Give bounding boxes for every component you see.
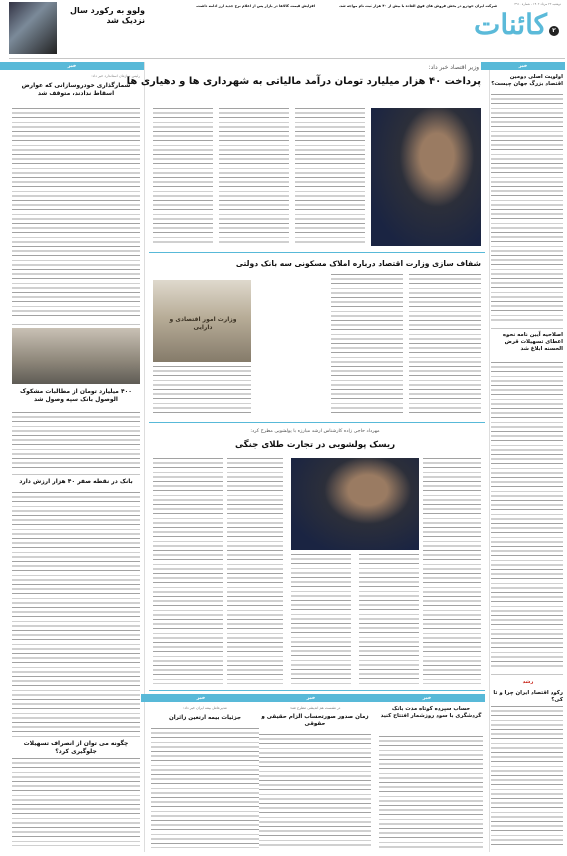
- story-3: [149, 426, 485, 688]
- masthead-divider: [9, 58, 565, 59]
- sidebar-left-text-3: [12, 492, 140, 732]
- story-3-text-e: [227, 458, 283, 684]
- page-number-badge: ۲: [549, 26, 559, 36]
- sidebar-left-title-3: بانک در نقطه صفر ۴۰ هزار ارزش دارد: [19, 478, 133, 485]
- bottom-story-3: [377, 694, 485, 852]
- bottom-story-1-kicker: مدیرعامل بیمه ایران خبر داد:: [183, 706, 227, 710]
- story-3-text-d: [291, 554, 351, 684]
- right-column-divider-1: [491, 328, 563, 329]
- story-3-title: ریسک پولشویی در تجارت طلای جنگی: [234, 440, 396, 450]
- sidebar-left-title-2: ۴۰۰ میلیارد تومان از مطالبات مشکوک الوصول بانک سپه وصول شد: [20, 388, 132, 403]
- sidebar-left-photo: [12, 328, 140, 384]
- story-3-text-a: [423, 458, 481, 684]
- main-story-text-b: [219, 108, 289, 246]
- main-story-divider: [149, 252, 485, 253]
- main-story-text-a: [295, 108, 365, 246]
- sidebar-left-divider-1: [12, 324, 140, 325]
- sidebar-left-kicker: رئیس سازمان استاندارد خبر داد:: [91, 74, 140, 78]
- story-2: [149, 256, 485, 418]
- story-2-sign: وزارت امور اقتصادی و دارایی: [169, 316, 237, 331]
- story-3-text-c: [359, 554, 419, 684]
- story-2-title: شفاف سازی وزارت اقتصاد درباره املاک مسکونی سه بانک دولتی: [235, 259, 481, 268]
- story-3-photo: [291, 458, 419, 550]
- sidebar-left-text-4: [12, 758, 140, 846]
- bottom-story-1: [149, 694, 261, 852]
- right-column-header: خبر: [481, 62, 565, 70]
- story-2-text-a: [409, 274, 481, 414]
- top-brief-2-text: افزایش قیمت کالاها در بازار پس از اعلام نرخ جدید ارز ادامه داشت.: [195, 4, 315, 8]
- bottom-story-1-title: جزئیات بیمه ارتعین زائران: [168, 715, 242, 721]
- right-column-text-2: [491, 362, 563, 670]
- story-3-text-b: [153, 458, 223, 684]
- sidebar-left-header: خبر: [0, 62, 144, 70]
- top-brief-1-text: شرکت ایران خودرو در بخش فروش های فوق العاده با بیش از ۴۰ هزار ثبت نام مواجه شد.: [338, 4, 497, 8]
- masthead: [7, 0, 567, 58]
- right-column-title-1: اولویت اصلی دومین اقتصاد بزرگ جهان چیست؟: [491, 74, 563, 87]
- story-3-divider: [149, 690, 485, 691]
- volvo-teaser: [9, 2, 145, 54]
- sidebar-left-divider-3: [12, 736, 140, 737]
- bottom-story-2-title: زمان صدور صورتحساب الزام حقیقی و حقوقی: [261, 714, 369, 727]
- volvo-photo: [9, 2, 57, 54]
- story-2-divider: [149, 422, 485, 423]
- bottom-story-2-kicker: در نشست هم اندیشی مطرح شد:: [289, 706, 341, 710]
- main-story: [126, 62, 485, 248]
- bottom-story-2-header: خبر: [249, 694, 373, 702]
- masthead-date: دوشنبه ۲۲ مرداد ۱۴۰۲ - شماره ۴۹۱۰: [514, 2, 561, 6]
- top-brief-2: [147, 4, 315, 50]
- bottom-story-1-header: خبر: [141, 694, 261, 702]
- bottom-story-3-header: خبر: [369, 694, 485, 702]
- main-story-kicker: وزیر اقتصاد خبر داد:: [428, 64, 479, 71]
- top-brief-1: [327, 4, 497, 50]
- story-2-text-b: [331, 274, 403, 414]
- right-column-divider-2: [491, 674, 563, 675]
- bottom-story-2: [257, 694, 373, 852]
- story-2-text-c: [153, 366, 251, 414]
- bottom-story-2-text: [259, 734, 371, 848]
- logo: [474, 2, 563, 52]
- sidebar-left-text-2: [12, 412, 140, 470]
- main-story-text-c: [153, 108, 213, 246]
- volvo-title: ولوو به رکورد سال نزدیک شد: [70, 6, 145, 25]
- bottom-story-3-text: [379, 736, 483, 848]
- main-story-title: پرداخت ۴۰ هزار میلیارد تومان درآمد مالیاتی به شهرداری ها و دهیاری ها: [126, 76, 481, 87]
- sidebar-left: [9, 62, 145, 852]
- right-column-text-3: [491, 706, 563, 846]
- right-column-title-2: اصلاحیه آیین نامه نحوه اعطای تسهیلات قرض الحسنه ابلاغ شد: [502, 332, 563, 352]
- story-3-kicker: مهرداد حاجی زاده کارشناس ارشد مبارزه با پولشویی مطرح کرد:: [250, 429, 380, 434]
- right-column: [489, 62, 565, 852]
- main-story-photo: [371, 108, 481, 246]
- right-column-text-1: [491, 94, 563, 324]
- logo-text: کائنات: [474, 8, 547, 41]
- sidebar-left-text-1: [12, 108, 140, 318]
- bottom-story-3-title: حساب سپرده کوتاه مدت بانک گردشگری با سود روزشمار افتتاح کنید: [380, 706, 482, 719]
- right-column-highlight: رشد: [522, 679, 534, 685]
- bottom-story-1-text: [151, 728, 259, 848]
- right-column-title-3: رکود اقتصاد ایران چرا و تا کی؟: [493, 690, 563, 703]
- sidebar-left-divider-2: [12, 474, 140, 475]
- top-briefs: [147, 4, 497, 52]
- sidebar-left-title-1: شمارگذاری خودروسازانی که عوارض اسقاط ندادند، متوقف شد: [21, 82, 131, 97]
- sidebar-left-title-4: چگونه می توان از انصراف تسهیلات جلوگیری کرد؟: [23, 740, 129, 755]
